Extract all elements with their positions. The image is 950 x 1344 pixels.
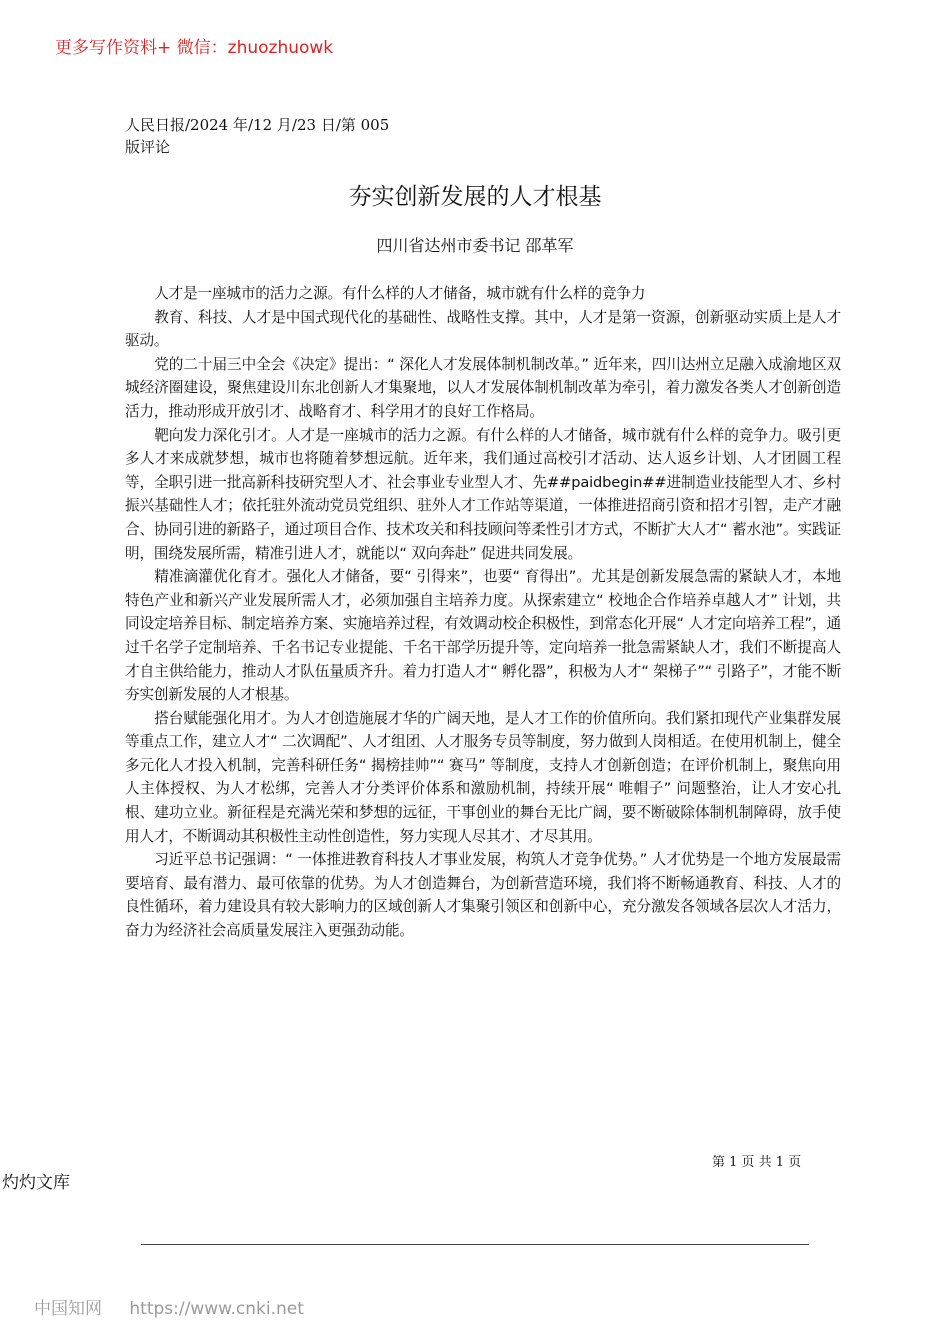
promo-banner[interactable]: 更多写作资料+ 微信：zhuozhuowk [55, 38, 334, 58]
article-title: 夯实创新发展的人才根基 [348, 184, 602, 210]
footer-divider [141, 1244, 809, 1245]
source-line-2: 版评论 [125, 138, 171, 156]
article-author: 四川省达州市委书记 邵革军 [376, 236, 574, 255]
footer-url[interactable]: https://www.cnki.net [129, 1299, 304, 1319]
paragraph: 党的二十届三中全会《决定》提出：“ 深化人才发展体制机制改革。” 近年来，四川达州立足融入成渝地区双城经济圈建设，聚焦建设川东北创新人才集聚地，以人才发展体制机制改革为牵引，着力激发各类人才创新创造活力，推动形成开放引才、战略育才、科学用才的良好工作格局。 [125, 355, 841, 420]
paragraph: 习近平总书记强调：“ 一体推进教育科技人才事业发展，构筑人才竞争优势。” 人才优势是一个地方发展最需要培育、最有潜力、最可依靠的优势。为人才创造舞台，为创新营造环境，我们将不断畅通教育、科技、人才的良性循环，着力建设具有较大影响力的区域创新人才集聚引领区和创新中心，充分激发各领域各层次人才活力，奋力为经济社会高质量发展注入更强劲动能。 [125, 851, 841, 940]
footer [34, 1294, 304, 1319]
article-body [125, 282, 841, 943]
paragraph: 教育、科技、人才是中国式现代化的基础性、战略性支撑。其中，人才是第一资源，创新驱动实质上是人才驱动。 [125, 308, 841, 350]
page-number: 第 1 页 共 1 页 [712, 1155, 802, 1170]
source-citation [125, 114, 389, 158]
source-line-1: 人民日报/2024 年/12 月/23 日/第 005 [125, 116, 390, 134]
watermark-label: 灼灼文库 [2, 1173, 70, 1193]
paragraph: 人才是一座城市的活力之源。有什么样的人才储备，城市就有什么样的竞争力 [154, 285, 646, 302]
paragraph: 精准滴灌优化育才。强化人才储备，要“ 引得来”，也要“ 育得出”。尤其是创新发展急需的紧缺人才，本地特色产业和新兴产业发展所需人才，必须加强自主培养力度。从探索建立“ 校地企合作培养卓越人才” 计划，共同设定培养目标、制定培养方案、实施培养过程，有效调动校企积极性，到常态化开展“ 人才定向培养工程”，通过千名学子定制培养、千名书记专业提能、千名干部学历提升等，定向培养一批急需紧缺人才，我们不断提高人才自主供给能力，推动人才队伍量质齐升。着力打造人才“ 孵化器”，积极为人才“ 架梯子”“ 引路子”，才能不断夯实创新发展的人才根基。 [125, 568, 841, 704]
paragraph: 搭台赋能强化用才。为人才创造施展才华的广阔天地，是人才工作的价值所向。我们紧扣现代产业集群发展等重点工作，建立人才“ 二次调配”、人才组团、人才服务专员等制度，努力做到人岗相适。在使用机制上，健全多元化人才投入机制，完善科研任务“ 揭榜挂帅”“ 赛马” 等制度，支持人才创新创造；在评价机制上，聚焦向用人主体授权、为人才松绑，完善人才分类评价体系和激励机制，持续开展“ 唯帽子” 问题整治，让人才安心扎根、建功立业。新征程是充满光荣和梦想的远征，干事创业的舞台无比广阔，要不断破除体制机制障碍，放手使用人才，不断调动其积极性主动性创造性，努力实现人尽其才、才尽其用。 [125, 709, 841, 845]
footer-brand: 中国知网 [34, 1299, 102, 1319]
paragraph: 靶向发力深化引才。人才是一座城市的活力之源。有什么样的人才储备，城市就有什么样的竞争力。吸引更多人才来成就梦想，城市也将随着梦想远航。近年来，我们通过高校引才活动、达人返乡计划、人才团圆工程等，全职引进一批高新科技研究型人才、社会事业专业型人才、先##paidbegin##进制造业技能型人才、乡村振兴基础性人才；依托驻外流动党员党组织、驻外人才工作站等渠道，一体推进招商引资和招才引智，走产才融合、协同引进的新路子，通过项目合作、技术攻关和科技顾问等柔性引才方式，不断扩大人才“ 蓄水池”。实践证明，围绕发展所需，精准引进人才，就能以“ 双向奔赴” 促进共同发展。 [125, 426, 841, 562]
